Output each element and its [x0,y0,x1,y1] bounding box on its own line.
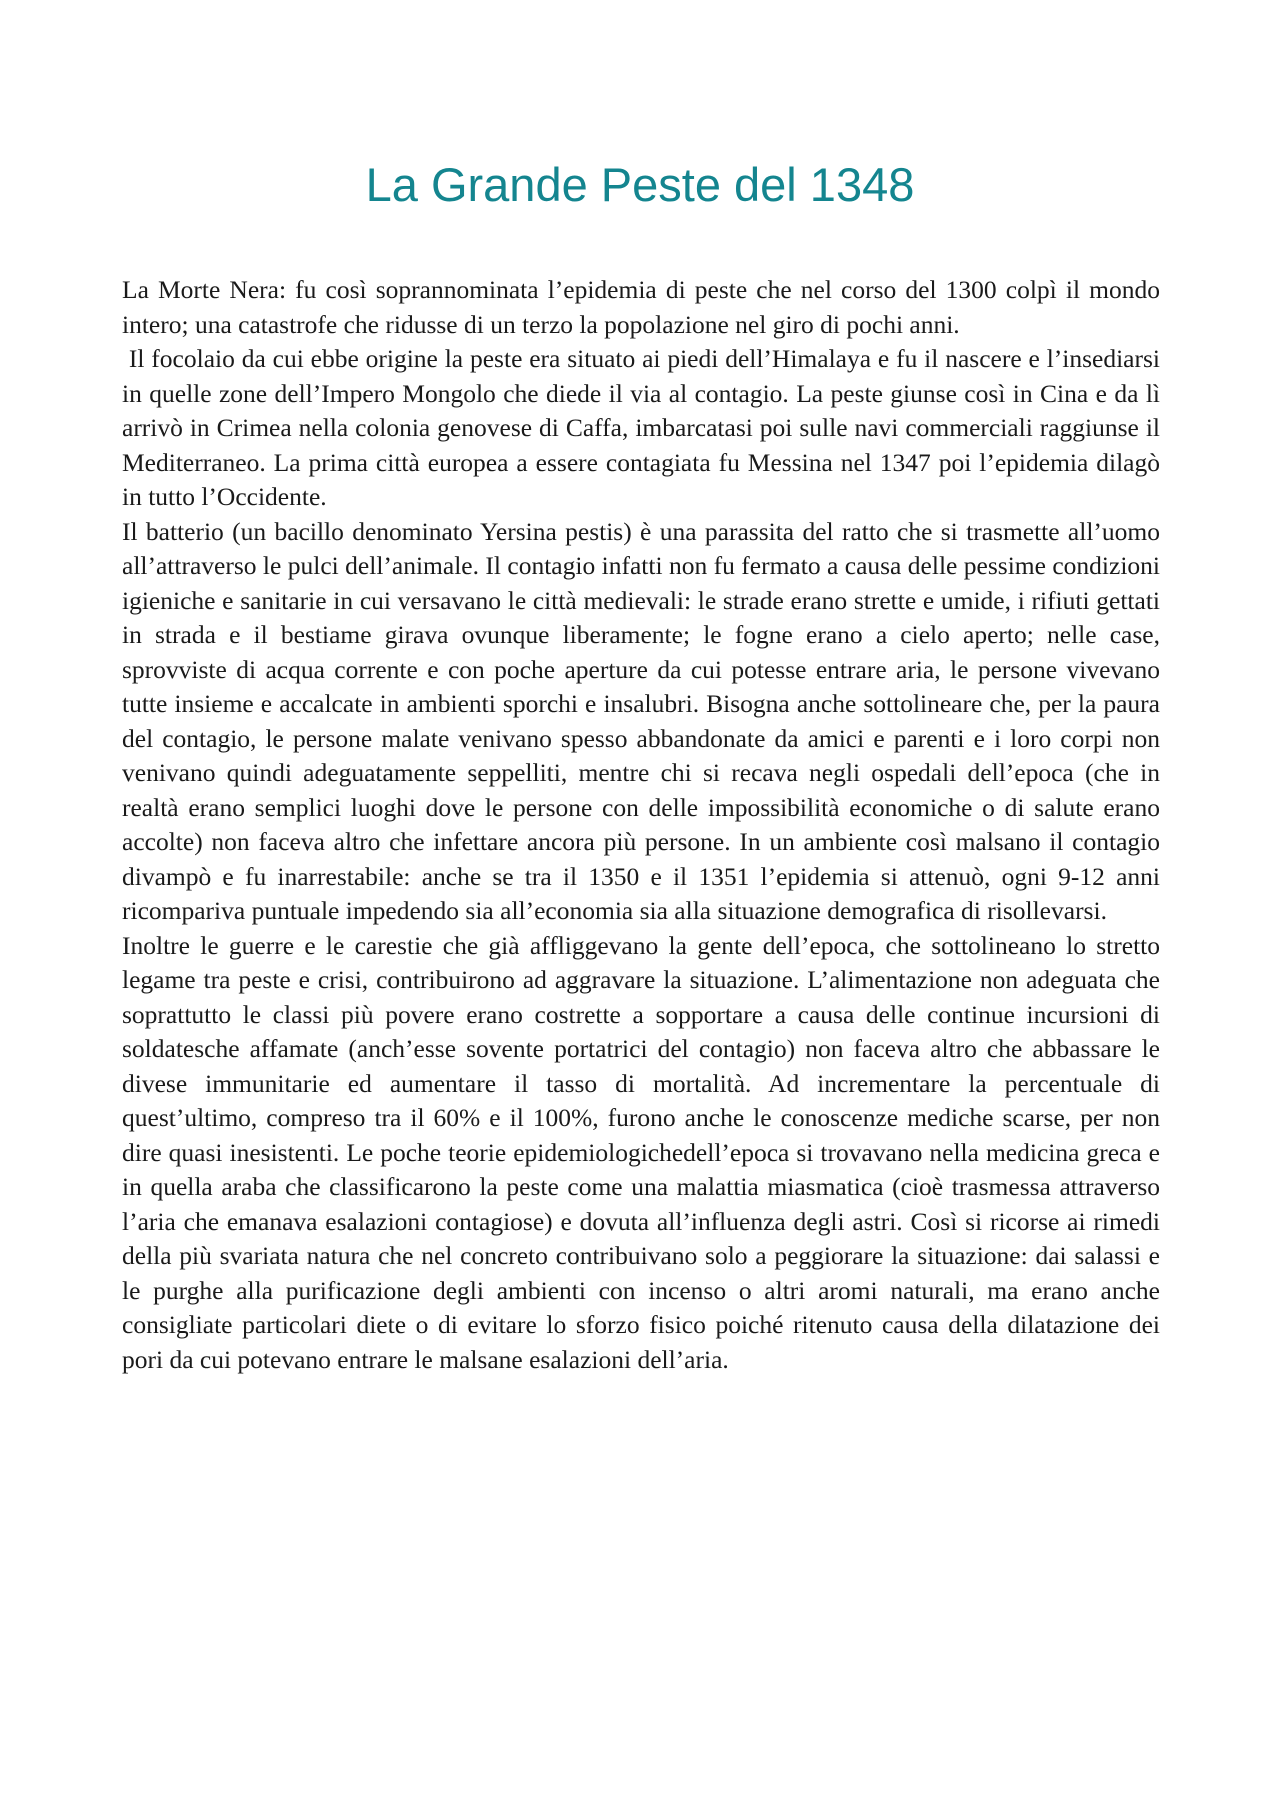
paragraph-4: Inoltre le guerre e le carestie che già affliggevano la gente dell’epoca, che sottolineano lo stretto legame tra peste e crisi, contribuirono ad aggravare la situazione. L’alimentazione non adeguata che soprattutto le classi più povere erano costrette a sopportare a causa delle continue incursioni di soldatesche affamate (anch’esse sovente portatrici del contagio) non faceva altro che abbassare le divese immunitarie ed aumentare il tasso di mortalità. Ad incrementare la percentuale di quest’ultimo, compreso tra il 60% e il 100%, furono anche le conoscenze mediche scarse, per non dire quasi inesistenti. Le poche teorie epidemiologichedell’epoca si trovavano nella medicina greca e in quella araba che classificarono la peste come una malattia miasmatica (cioè trasmessa attraverso l’aria che emanava esalazioni contagiose) e dovuta all’influenza degli astri. Così si ricorse ai rimedi della più svariata natura che nel concreto contribuivano solo a peggiorare la situazione: dai salassi e le purghe alla purificazione degli ambienti con incenso o altri aromi naturali, ma erano anche consigliate particolari diete o di evitare lo sforzo fisico poiché ritenuto causa della dilatazione dei pori da cui potevano entrare le malsane esalazioni dell’aria. [122,930,1160,1374]
page-title: La Grande Peste del 1348 [365,158,915,211]
paragraph-2: Il focolaio da cui ebbe origine la peste era situato ai piedi dell’Himalaya e fu il nascere e l’insediarsi in quelle zone dell’Impero Mongolo che diede il via al contagio. La peste giunse così in Cina e da lì arrivò in Crimea nella colonia genovese di Caffa, imbarcatasi poi sulle navi commerciali raggiunse il Mediterraneo. La prima città europea a essere contagiata fu Messina nel 1347 poi l’epidemia dilagò in tutto l’Occidente. [122,344,1167,511]
paragraph-1: La Morte Nera: fu così soprannominata l’epidemia di peste che nel corso del 1300 colpì il mondo intero; una catastrofe che ridusse di un terzo la popolazione nel giro di pochi anni. [122,275,1167,339]
document-body [122,273,1167,1377]
paragraph-3: Il batterio (un bacillo denominato Yersina pestis) è una parassita del ratto che si trasmette all’uomo all’attraverso le pulci dell’animale. Il contagio infatti non fu fermato a causa delle pessime condizioni igieniche e sanitarie in cui versavano le città medievali: le strade erano strette e umide, i rifiuti gettati in strada e il bestiame girava ovunque liberamente; le fogne erano a cielo aperto; nelle case, sprovviste di acqua corrente e con poche aperture da cui potesse entrare aria, le persone vivevano tutte insieme e accalcate in ambienti sporchi e insalubri. Bisogna anche sottolineare che, per la paura del contagio, le persone malate venivano spesso abbandonate da amici e parenti e i loro corpi non venivano quindi adeguatamente seppelliti, mentre chi si recava negli ospedali dell’epoca (che in realtà erano semplici luoghi dove le persone con delle impossibilità economiche o di salute erano accolte) non faceva altro che infettare ancora più persone. In un ambiente così malsano il contagio divampò e fu inarrestabile: anche se tra il 1350 e il 1351 l’epidemia si attenuò, ogni 9-12 anni ricompariva puntuale impedendo sia all’economia sia alla situazione demografica di risollevarsi. [122,516,1160,925]
